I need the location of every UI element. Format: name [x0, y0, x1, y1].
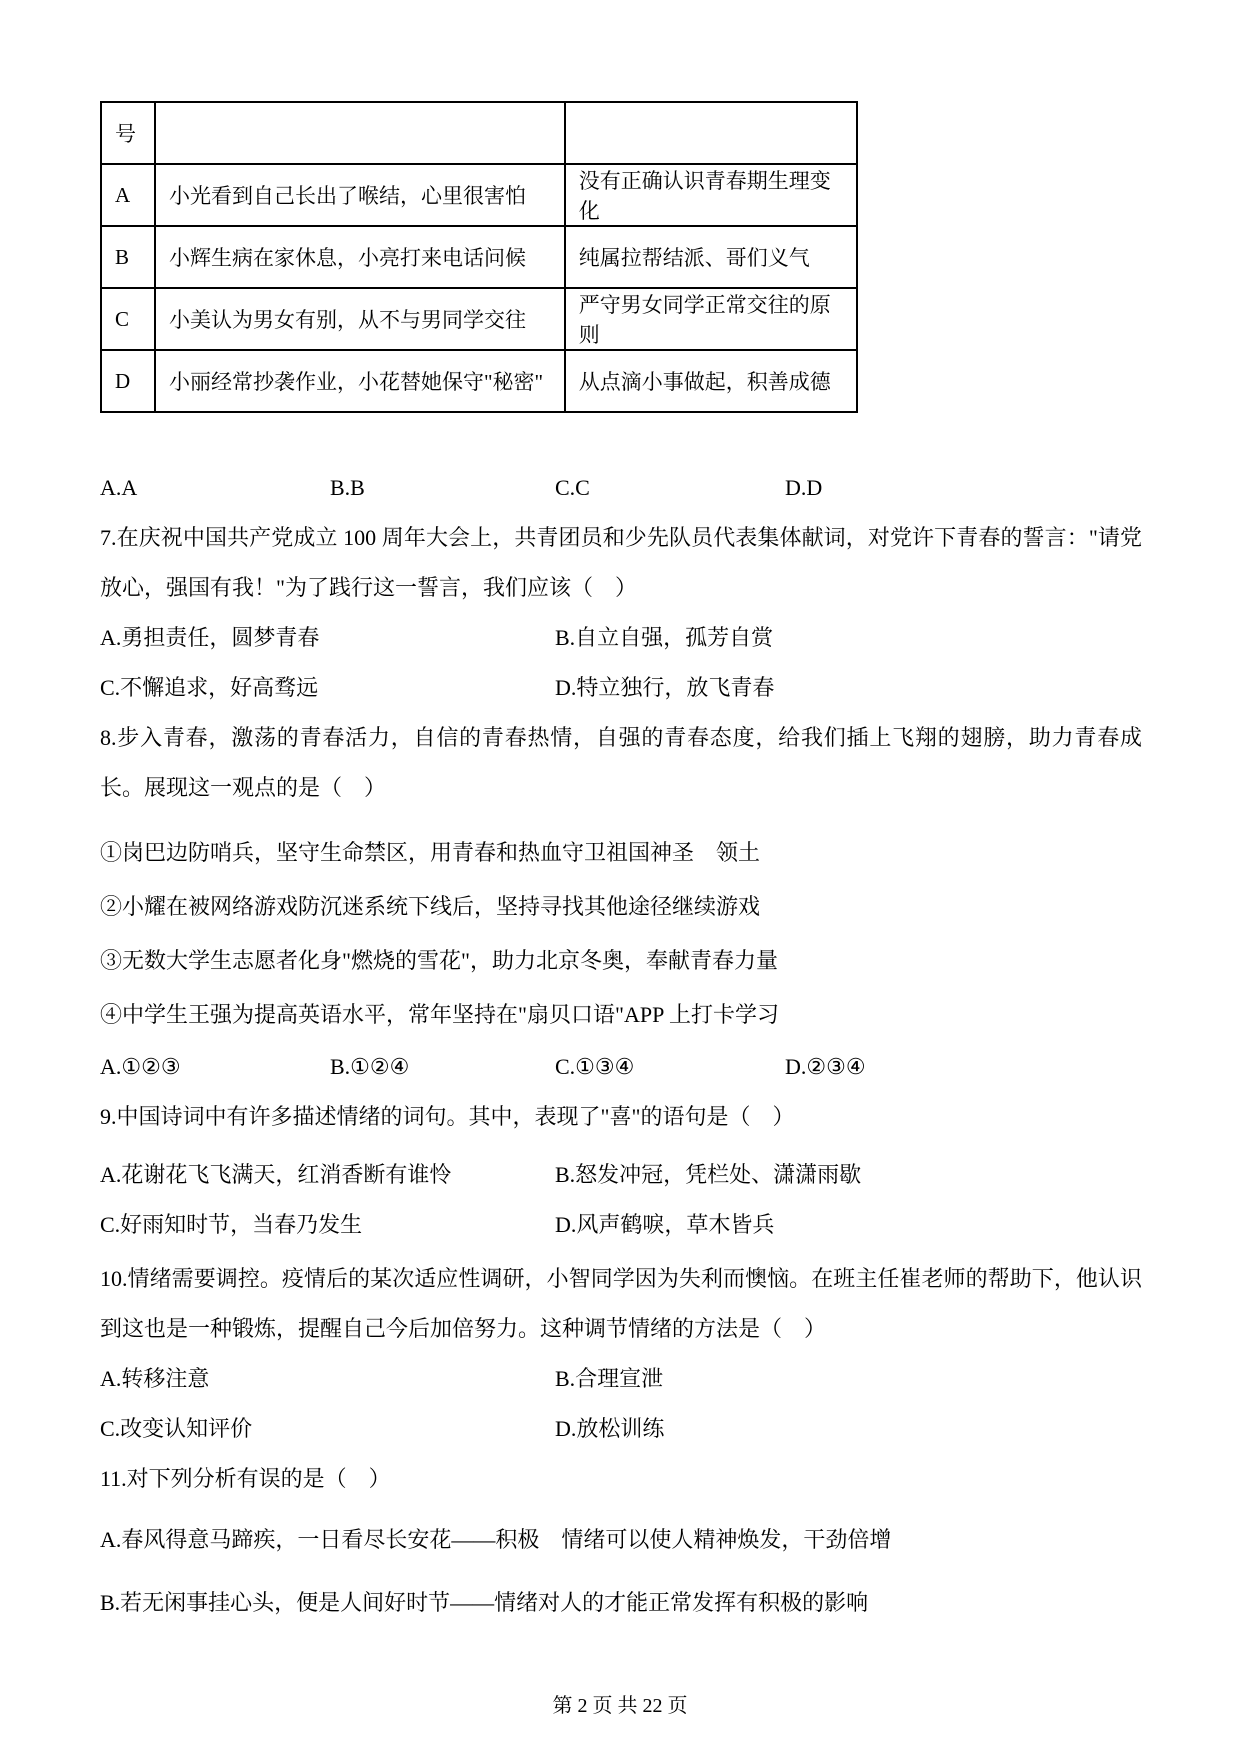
statement-2: ②小耀在被网络游戏防沉迷系统下线后，坚持寻找其他途径继续游戏	[100, 894, 761, 919]
table-row-d	[101, 350, 857, 412]
table-cell-scenario: 小光看到自己长出了喉结，心里很害怕	[155, 164, 565, 226]
table-cell-analysis: 严守男女同学正常交往的原则	[565, 288, 857, 350]
table-cell-label: B	[101, 226, 155, 288]
option-a: A.勇担责任，圆梦青春	[100, 625, 320, 650]
page-footer: 第 2 页 共 22 页	[552, 1695, 688, 1717]
table-cell-analysis: 没有正确认识青春期生理变化	[565, 164, 857, 226]
table-row-b	[101, 226, 857, 288]
question-10	[100, 1254, 1142, 1454]
option-d: D.②③④	[785, 1054, 866, 1079]
table-header-cell-analysis	[565, 102, 857, 164]
option-b: B.①②④	[330, 1054, 410, 1079]
option-c: C.不懈追求，好高骛远	[100, 675, 319, 700]
table-cell-label: C	[101, 288, 155, 350]
option-a: A.A	[100, 475, 138, 500]
table-row-a	[101, 164, 857, 226]
question-8	[100, 713, 1142, 1092]
question-9-options	[100, 1150, 1142, 1250]
option-a: A.转移注意	[100, 1366, 210, 1391]
question-10-options	[100, 1354, 1142, 1454]
option-a: A.花谢花飞飞满天，红消香断有谁怜	[100, 1162, 452, 1187]
option-d: D.D	[785, 475, 823, 500]
table-cell-scenario: 小美认为男女有别，从不与男同学交往	[155, 288, 565, 350]
table-row-c	[101, 288, 857, 350]
table-header-cell-number: 号	[101, 102, 155, 164]
question-7-options	[100, 613, 1142, 713]
option-c: C.改变认知评价	[100, 1416, 253, 1441]
table-cell-label: A	[101, 164, 155, 226]
question-7	[100, 513, 1142, 713]
option-a: A.春风得意马蹄疾，一日看尽长安花——积极 情绪可以使人精神焕发，干劲倍增	[100, 1527, 892, 1552]
question-9	[100, 1092, 1142, 1250]
option-b: B.B	[330, 475, 365, 500]
page-content	[100, 101, 1142, 1630]
table-cell-scenario: 小丽经常抄袭作业，小花替她保守"秘密"	[155, 350, 565, 412]
question-10-stem: 10.情绪需要调控。疫情后的某次适应性调研，小智同学因为失利而懊恼。在班主任崔老师的帮助下，他认识到这也是一种锻炼，提醒自己今后加倍努力。这种调节情绪的方法是（ ）	[100, 1266, 1142, 1341]
question-8-options	[100, 1042, 1142, 1092]
question-6-table	[100, 101, 858, 413]
statement-4: ④中学生王强为提高英语水平，常年坚持在"扇贝口语"APP 上打卡学习	[100, 1002, 780, 1027]
table-cell-analysis: 纯属拉帮结派、哥们义气	[565, 226, 857, 288]
question-7-stem: 7.在庆祝中国共产党成立 100 周年大会上，共青团员和少先队员代表集体献词，对党许下青春的誓言："请党放心，强国有我！"为了践行这一誓言，我们应该（ ）	[100, 525, 1142, 600]
table-header-row	[101, 102, 857, 164]
question-11	[100, 1454, 1142, 1630]
question-6-answer-options	[100, 463, 1142, 513]
option-c: C.好雨知时节，当春乃发生	[100, 1212, 363, 1237]
question-11-stem: 11.对下列分析有误的是（ ）	[100, 1466, 391, 1491]
option-b: B.若无闲事挂心头，便是人间好时节——情绪对人的才能正常发挥有积极的影响	[100, 1590, 869, 1615]
option-d: D.风声鹤唳，草木皆兵	[555, 1212, 775, 1237]
option-b: B.合理宣泄	[555, 1366, 664, 1391]
table-cell-scenario: 小辉生病在家休息，小亮打来电话问候	[155, 226, 565, 288]
option-a: A.①②③	[100, 1054, 181, 1079]
option-c: C.C	[555, 475, 590, 500]
question-8-stem: 8.步入青春，激荡的青春活力，自信的青春热情，自强的青春态度，给我们插上飞翔的翅膀，助力青春成长。展现这一观点的是（ ）	[100, 725, 1142, 800]
statement-3: ③无数大学生志愿者化身"燃烧的雪花"，助力北京冬奥，奉献青春力量	[100, 948, 778, 973]
option-b: B.怒发冲冠，凭栏处、潇潇雨歇	[555, 1162, 862, 1187]
statement-1: ①岗巴边防哨兵，坚守生命禁区，用青春和热血守卫祖国神圣 领土	[100, 840, 761, 865]
table-cell-label: D	[101, 350, 155, 412]
option-d: D.特立独行，放飞青春	[555, 675, 775, 700]
option-d: D.放松训练	[555, 1416, 665, 1441]
table-cell-analysis: 从点滴小事做起，积善成德	[565, 350, 857, 412]
table-header-cell-scenario	[155, 102, 565, 164]
question-8-items	[100, 826, 1142, 1042]
option-c: C.①③④	[555, 1054, 635, 1079]
question-9-stem: 9.中国诗词中有许多描述情绪的词句。其中，表现了"喜"的语句是（ ）	[100, 1104, 795, 1129]
option-b: B.自立自强，孤芳自赏	[555, 625, 774, 650]
